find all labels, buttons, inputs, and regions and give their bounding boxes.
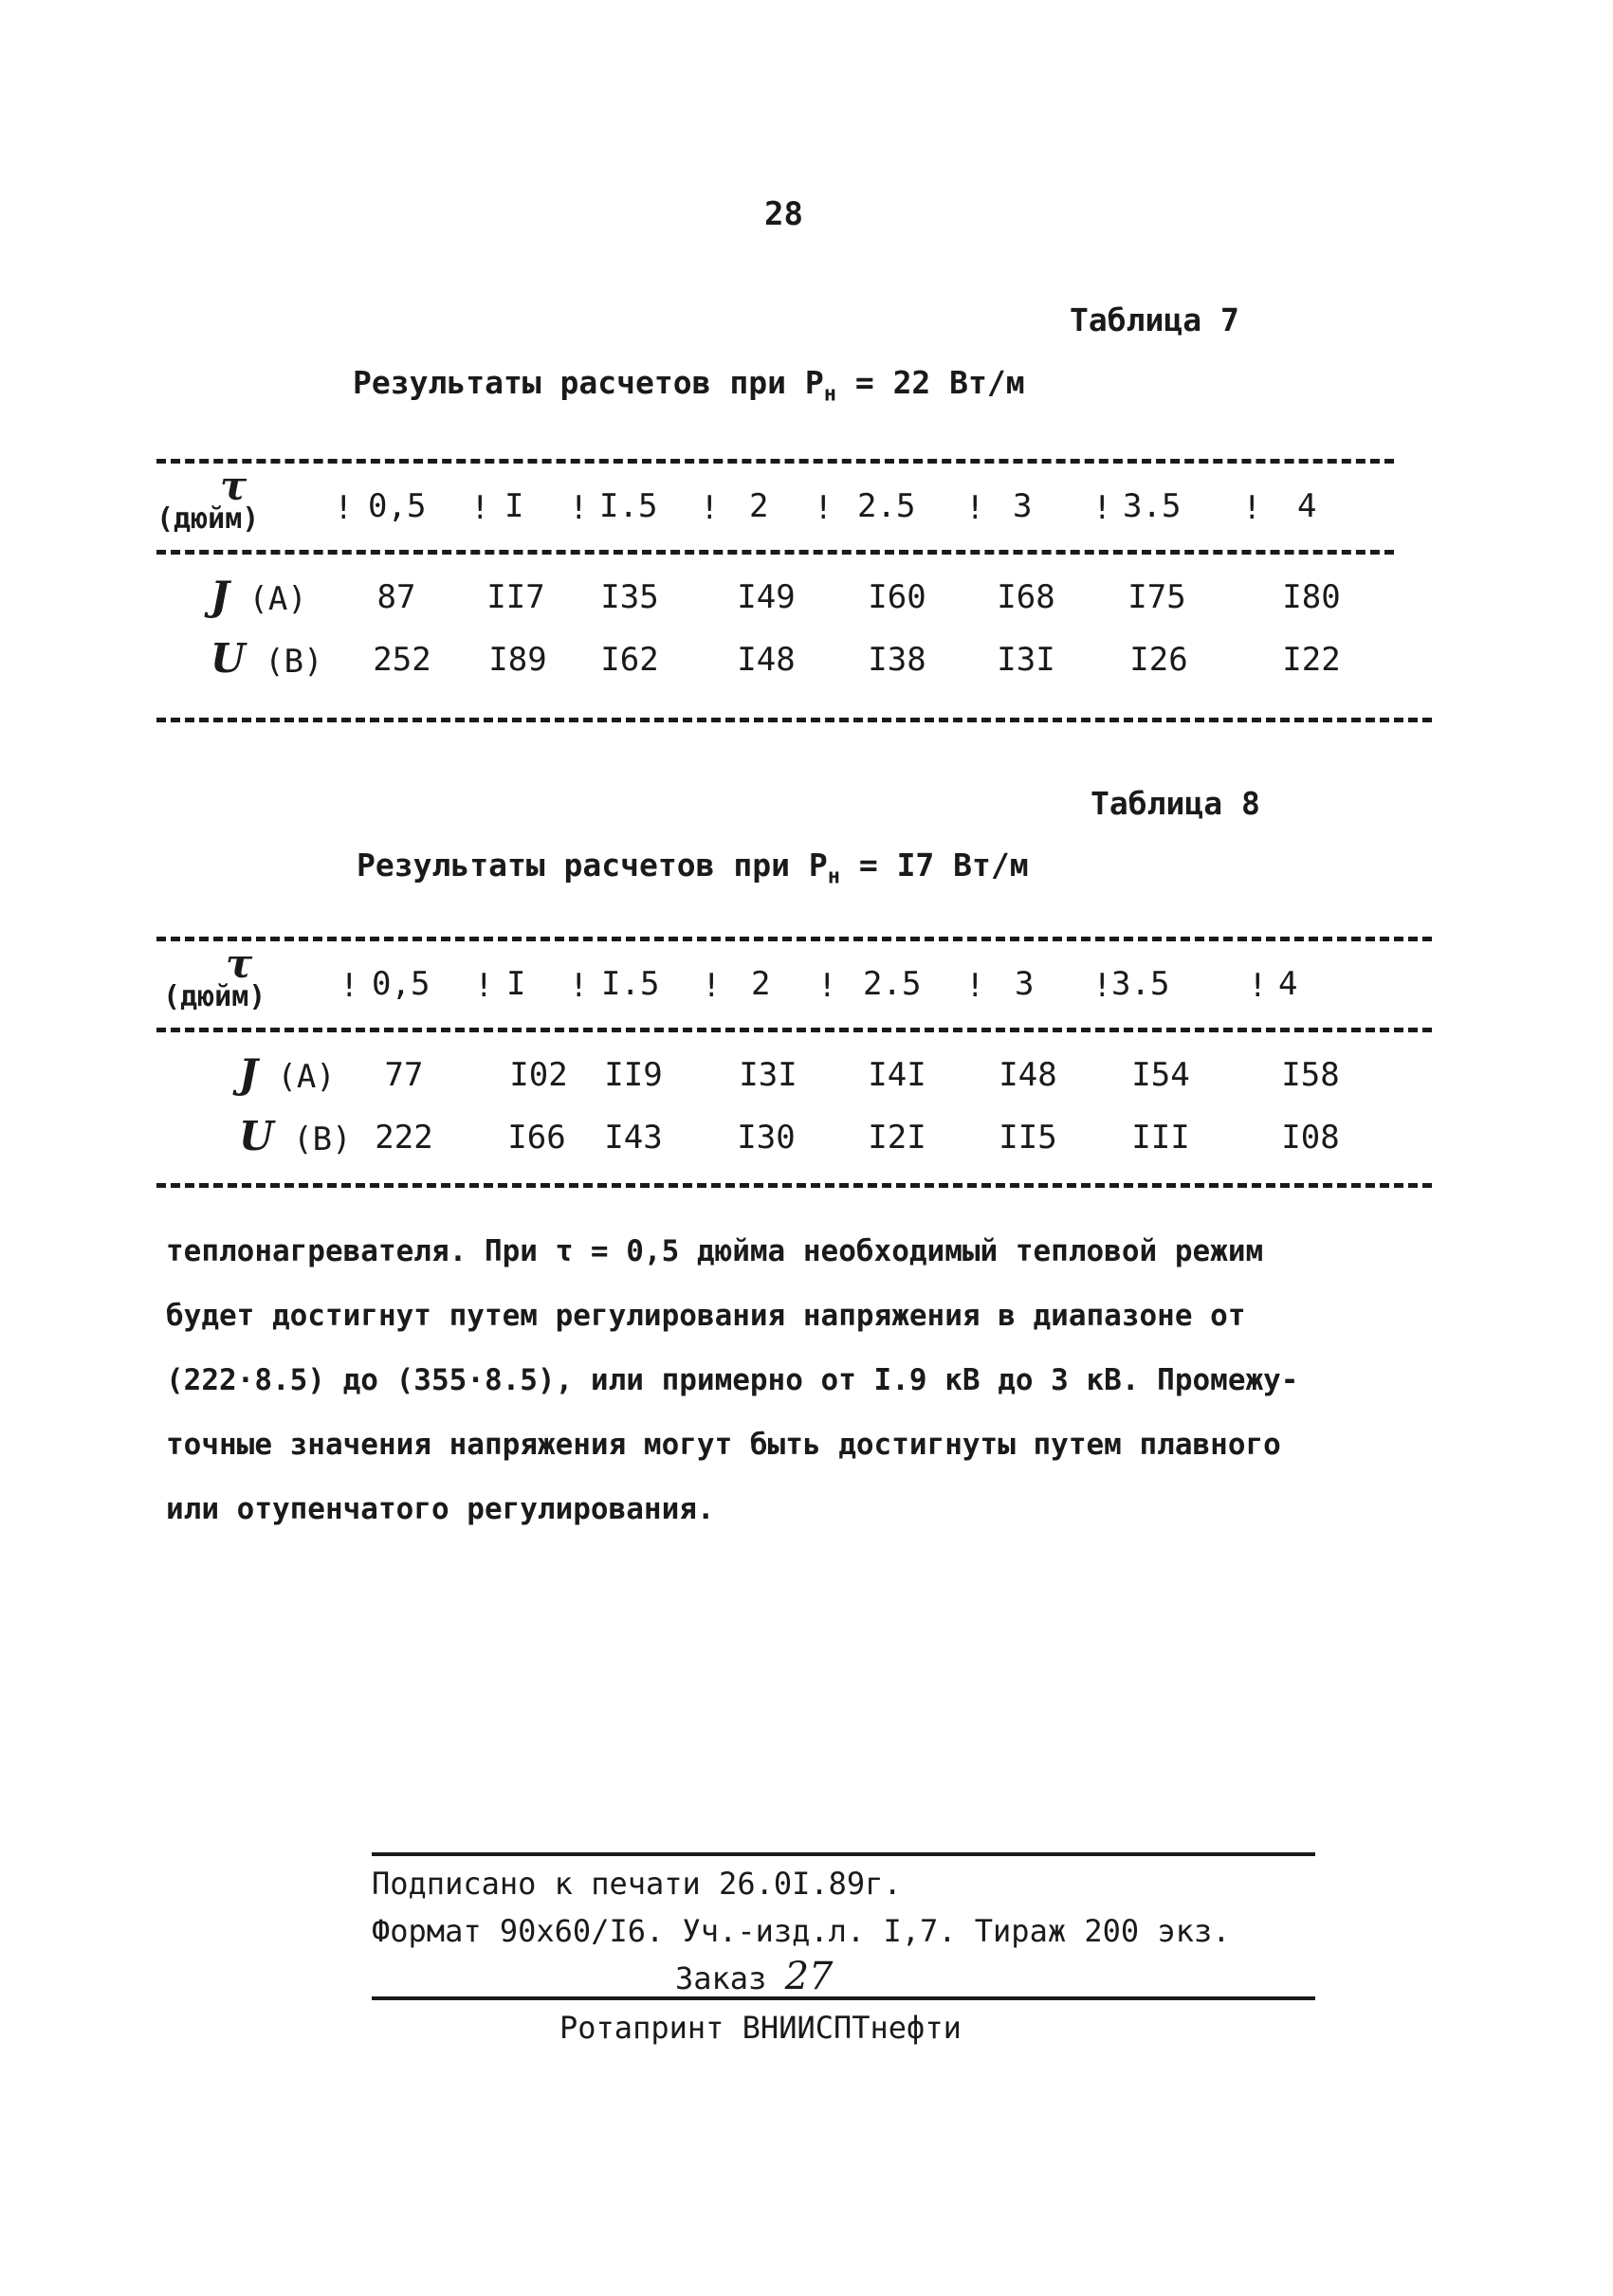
col-divider: ! xyxy=(474,967,494,1005)
col-divider: ! xyxy=(334,489,354,527)
header-symbol: τ xyxy=(220,463,247,509)
page-number: 28 xyxy=(764,195,803,233)
col-divider: ! xyxy=(1092,967,1112,1005)
table-cell: II9 xyxy=(604,1056,663,1094)
header-cell: I.5 xyxy=(601,965,660,1003)
col-divider: ! xyxy=(965,489,985,527)
table-7-label: Таблица 7 xyxy=(1070,301,1239,338)
table-cell: II7 xyxy=(486,578,545,616)
col-divider: ! xyxy=(569,489,589,527)
table-8-caption xyxy=(357,847,1029,889)
table-cell: I58 xyxy=(1281,1056,1340,1094)
col-divider: ! xyxy=(470,489,490,527)
table-cell: I48 xyxy=(737,641,796,679)
header-rule xyxy=(156,1028,1432,1032)
table-cell: I48 xyxy=(999,1056,1057,1094)
table-7-caption xyxy=(353,364,1025,407)
header-unit: (дюйм) xyxy=(156,502,260,536)
header-cell: 2.5 xyxy=(863,965,922,1003)
row-label: J (А) xyxy=(239,1050,336,1097)
caption-prefix: Результаты расчетов при Р xyxy=(357,847,828,884)
table-cell: 87 xyxy=(376,578,416,616)
table-bottom-rule xyxy=(156,718,1432,722)
table-cell: I89 xyxy=(488,641,547,679)
col-divider: ! xyxy=(569,967,589,1005)
caption-suffix: = I7 Вт/м xyxy=(858,847,1029,884)
header-cell: I xyxy=(504,487,524,525)
paragraph-line: точные значения напряжения могут быть достигнуты путем плавного xyxy=(166,1428,1281,1462)
order-label: Заказ xyxy=(675,1960,767,1996)
col-divider: ! xyxy=(1092,489,1112,527)
table-top-rule xyxy=(156,459,1394,464)
table-cell: 222 xyxy=(375,1119,433,1157)
caption-subscript: н xyxy=(823,382,836,407)
caption-subscript: н xyxy=(827,865,840,889)
table-cell: 77 xyxy=(384,1056,424,1094)
header-cell: 4 xyxy=(1297,487,1317,525)
header-cell: 3.5 xyxy=(1123,487,1182,525)
colophon-bottom-rule xyxy=(372,1996,1315,2000)
table-cell: III xyxy=(1131,1119,1190,1157)
col-divider: ! xyxy=(814,489,834,527)
header-cell: 3.5 xyxy=(1111,965,1170,1003)
caption-suffix: = 22 Вт/м xyxy=(854,364,1025,401)
header-symbol: τ xyxy=(226,940,253,987)
table-cell: I4I xyxy=(868,1056,926,1094)
header-unit: (дюйм) xyxy=(163,980,266,1013)
table-cell: I02 xyxy=(509,1056,568,1094)
table-cell: I2I xyxy=(868,1119,926,1157)
table-bottom-rule xyxy=(156,1183,1432,1188)
row-label: J (А) xyxy=(211,573,307,619)
table-cell: 252 xyxy=(373,641,431,679)
caption-prefix: Результаты расчетов при Р xyxy=(353,364,824,401)
paragraph-line: или отупенчатого регулирования. xyxy=(166,1492,715,1526)
colophon-signed: Подписано к печати 26.0I.89г. xyxy=(372,1866,902,1902)
col-divider: ! xyxy=(702,967,722,1005)
table-top-rule xyxy=(156,937,1432,941)
table-cell: I43 xyxy=(604,1119,663,1157)
header-cell: 3 xyxy=(1013,487,1033,525)
header-cell: I.5 xyxy=(599,487,658,525)
header-cell: 2 xyxy=(749,487,769,525)
table-cell: I66 xyxy=(507,1119,566,1157)
row-label: U (В) xyxy=(239,1113,352,1159)
paragraph-line: теплонагревателя. При τ = 0,5 дюйма необходимый тепловой режим xyxy=(166,1234,1264,1268)
col-divider: ! xyxy=(965,967,985,1005)
table-cell: I3I xyxy=(997,641,1055,679)
header-cell: I xyxy=(506,965,526,1003)
table-cell: I08 xyxy=(1281,1119,1340,1157)
order-number: 27 xyxy=(784,1955,834,1998)
table-cell: I22 xyxy=(1282,641,1341,679)
table-cell: I80 xyxy=(1282,578,1341,616)
table-cell: II5 xyxy=(999,1119,1057,1157)
table-cell: I30 xyxy=(737,1119,796,1157)
col-divider: ! xyxy=(1242,489,1262,527)
table-cell: I60 xyxy=(868,578,926,616)
table-cell: I38 xyxy=(868,641,926,679)
table-cell: I49 xyxy=(737,578,796,616)
colophon-top-rule xyxy=(372,1852,1315,1856)
table-cell: I62 xyxy=(600,641,659,679)
col-divider: ! xyxy=(339,967,359,1005)
paragraph-line: (222·8.5) до (355·8.5), или примерно от I.9 кВ до 3 кВ. Промежу- xyxy=(166,1363,1299,1397)
paragraph-line: будет достигнут путем регулирования напряжения в диапазоне от xyxy=(166,1299,1246,1333)
col-divider: ! xyxy=(817,967,837,1005)
table-8-label: Таблица 8 xyxy=(1091,785,1260,822)
table-cell: I68 xyxy=(997,578,1055,616)
header-cell: 0,5 xyxy=(372,965,431,1003)
row-label: U (В) xyxy=(211,635,323,682)
header-cell: 3 xyxy=(1015,965,1035,1003)
table-cell: I35 xyxy=(600,578,659,616)
col-divider: ! xyxy=(1248,967,1268,1005)
header-cell: 2.5 xyxy=(857,487,916,525)
header-rule xyxy=(156,550,1394,555)
colophon-format: Формат 90х60/I6. Уч.-изд.л. I,7. Тираж 200 экз. xyxy=(372,1913,1231,1949)
col-divider: ! xyxy=(700,489,720,527)
header-cell: 2 xyxy=(751,965,771,1003)
colophon-printer: Ротапринт ВНИИСПТнефти xyxy=(559,2010,962,2046)
table-cell: I26 xyxy=(1129,641,1188,679)
table-cell: I3I xyxy=(739,1056,797,1094)
colophon-order xyxy=(675,1955,834,1998)
table-cell: I75 xyxy=(1127,578,1186,616)
table-cell: I54 xyxy=(1131,1056,1190,1094)
header-cell: 4 xyxy=(1278,965,1298,1003)
header-cell: 0,5 xyxy=(368,487,427,525)
